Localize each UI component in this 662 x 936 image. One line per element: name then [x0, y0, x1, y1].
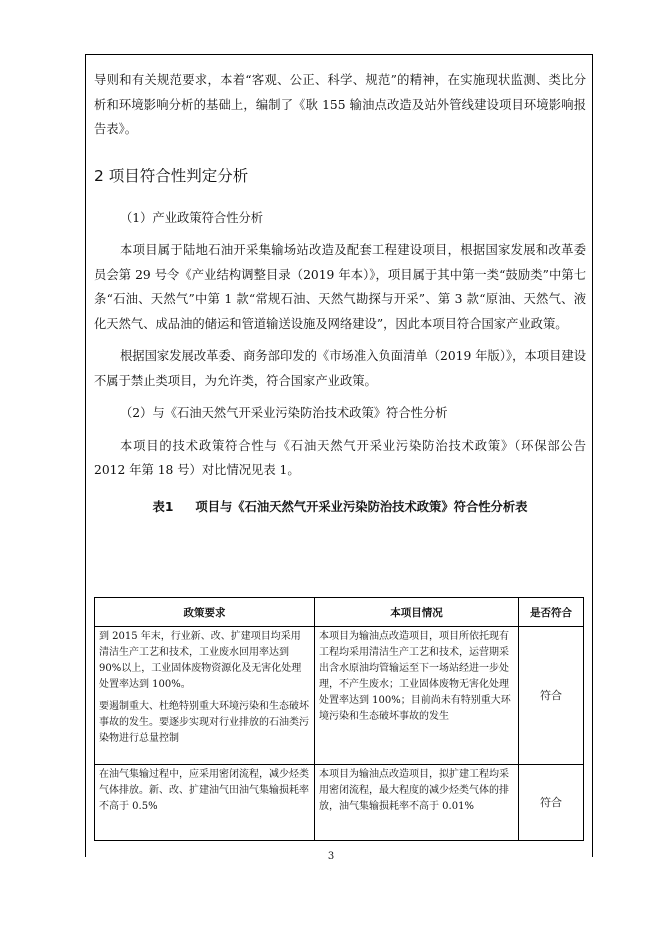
- header-project: 本项目情况: [315, 598, 519, 627]
- section-title: 2 项目符合性判定分析: [94, 166, 249, 185]
- page-number: 3: [327, 851, 335, 862]
- intro-paragraph: 导则和有关规范要求，本着“客观、公正、科学、规范”的精神，在实施现状监测、类比分析和环境影响分析的基础上，编制了《耿 155 输油点改造及站外管线建设项目环境影响报告表》。: [94, 73, 586, 136]
- project-cell: 本项目为输油点改造项目，拟扩建工程均采用密闭流程，最大程度的减少烃类气体的排放，油气集输损耗率不高于 0.01%: [315, 765, 519, 841]
- document-body: [94, 68, 586, 527]
- header-result: 是否符合: [519, 598, 584, 627]
- policy-cell: 在油气集输过程中，应采用密闭流程，减少烃类气体排放。新、改、扩建油气田油气集输损耗率不高于 0.5%: [95, 765, 315, 841]
- result-cell: 符合: [519, 627, 584, 765]
- project-cell: 本项目为输油点改造项目，项目所依托现有工程均采用清洁生产工艺和技术，运营期采出含水原油均管输运至下一场站经进一步处理，不产生废水；工业固体废物无害化处理处置率达到 100%；目前尚未有特别重大环境污染和生态破坏事故的发生: [315, 627, 519, 765]
- policy-text: 到 2015 年末，行业新、改、扩建项目均采用清洁生产工艺和技术，工业废水回用率达到 90%以上，工业固体废物资源化及无害化处理处置率达到 100%。: [99, 631, 302, 690]
- policy-cell: [95, 627, 315, 765]
- paragraph-table-intro: 本项目的技术政策符合性与《石油天然气开采业污染防治技术政策》（环保部公告 2012 年第 18 号）对比情况见表 1。: [94, 438, 586, 477]
- table-header-row: [95, 598, 584, 627]
- table-caption-text: 项目与《石油天然气开采业污染防治技术政策》符合性分析表: [195, 499, 528, 514]
- subsection-title-1: （1）产业政策符合性分析: [120, 210, 264, 225]
- table-caption-number: 表1: [152, 499, 174, 514]
- compliance-table: [94, 597, 584, 841]
- paragraph-market-access: 根据国家发展改革委、商务部印发的《市场准入负面清单（2019 年版）》，本项目建设不属于禁止类项目，为允许类，符合国家产业政策。: [94, 349, 586, 388]
- paragraph-industry-policy: 本项目属于陆地石油开采集输场站改造及配套工程建设项目，根据国家发展和改革委员会第 29 号令《产业结构调整目录（2019 年本）》，项目属于其中第一类“鼓励类”中第七条“石油、天然气”中第 1 款“常规石油、天然气勘探与开采”、第 3 款“原油、天然气、液化天然气、成品油的储运和管道输送设施及网络建设”，因此本项目符合国家产业政策。: [94, 243, 586, 331]
- policy-text: 要遏制重大、杜绝特别重大环境污染和生态破坏事故的发生。要逐步实现对行业排放的石油类污染物进行总量控制: [99, 701, 309, 744]
- subsection-title-2: （2）与《石油天然气开采业污染防治技术政策》符合性分析: [120, 406, 448, 420]
- table-row: [95, 765, 584, 841]
- table-row: [95, 627, 584, 765]
- result-cell: 符合: [519, 765, 584, 841]
- table-caption: [94, 497, 586, 515]
- header-policy: 政策要求: [95, 598, 315, 627]
